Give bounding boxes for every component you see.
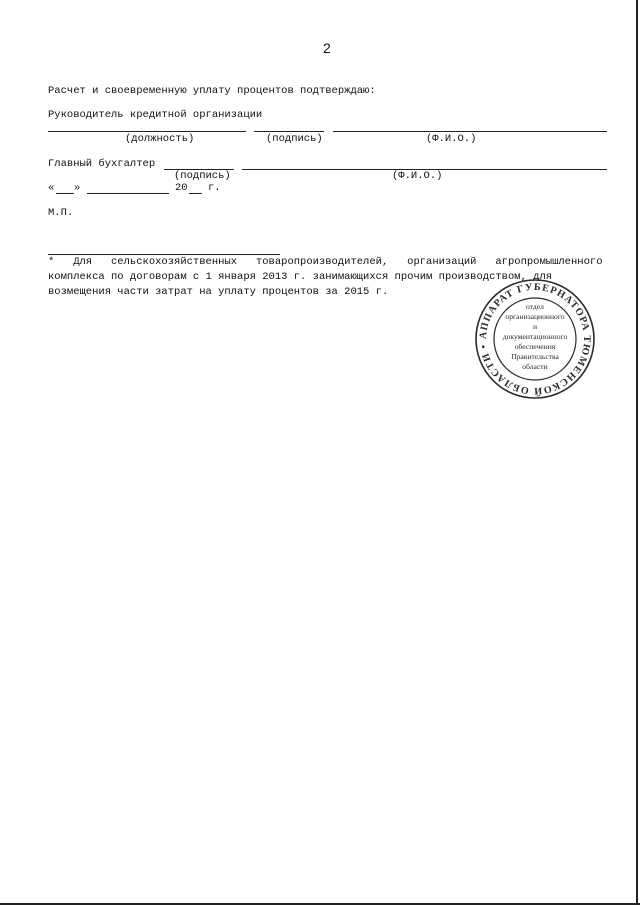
seal-label: М.П. <box>48 207 74 219</box>
footnote-line-1: * Для сельскохозяйственных товаропроизводителей, организаций агропромышленного <box>48 256 603 268</box>
stamp-inner-line: области <box>522 362 548 371</box>
signature-line <box>254 131 324 132</box>
date-close-quote: » <box>74 182 81 194</box>
date-year-line <box>189 193 202 194</box>
accountant-fio-caption: (Ф.И.О.) <box>392 170 443 182</box>
stamp-inner-line: организационного <box>505 312 565 321</box>
fio-line <box>333 131 607 132</box>
position-line <box>48 131 246 132</box>
stamp-inner-line: и <box>532 322 538 331</box>
date-open-quote: « <box>48 182 55 194</box>
accountant-label: Главный бухгалтер <box>48 158 156 170</box>
date-month-line <box>87 193 169 194</box>
date-day-line <box>56 193 74 194</box>
page-number: 2 <box>323 40 331 56</box>
head-label: Руководитель кредитной организации <box>48 109 263 121</box>
footnote-line-3: возмещения части затрат на уплату процентов за 2015 г. <box>48 286 389 298</box>
fio-caption: (Ф.И.О.) <box>426 133 477 145</box>
stamp-inner-text <box>503 302 568 371</box>
stamp-inner-line: отдел <box>526 302 544 311</box>
stamp-ring-textpath: АППАРАТ ГУБЕРНАТОРА ТЮМЕНСКОЙ ОБЛАСТИ • <box>477 281 593 397</box>
stamp-inner-line: документационного <box>502 332 568 341</box>
accountant-signature-caption: (подпись) <box>174 170 231 182</box>
official-stamp <box>474 278 596 400</box>
stamp-inner-line: обеспечения <box>514 342 556 351</box>
confirm-text: Расчет и своевременную уплату процентов подтверждаю: <box>48 85 376 97</box>
date-year-prefix: 20 <box>175 182 188 194</box>
position-caption: (должность) <box>125 133 195 145</box>
stamp-inner-line: Правительства <box>511 352 559 361</box>
date-year-suffix: г. <box>208 182 221 194</box>
signature-caption: (подпись) <box>266 133 323 145</box>
page-edge-right <box>636 0 638 905</box>
footnote-line-2: комплекса по договорам с 1 января 2013 г. занимающихся прочим производством, для <box>48 271 553 283</box>
